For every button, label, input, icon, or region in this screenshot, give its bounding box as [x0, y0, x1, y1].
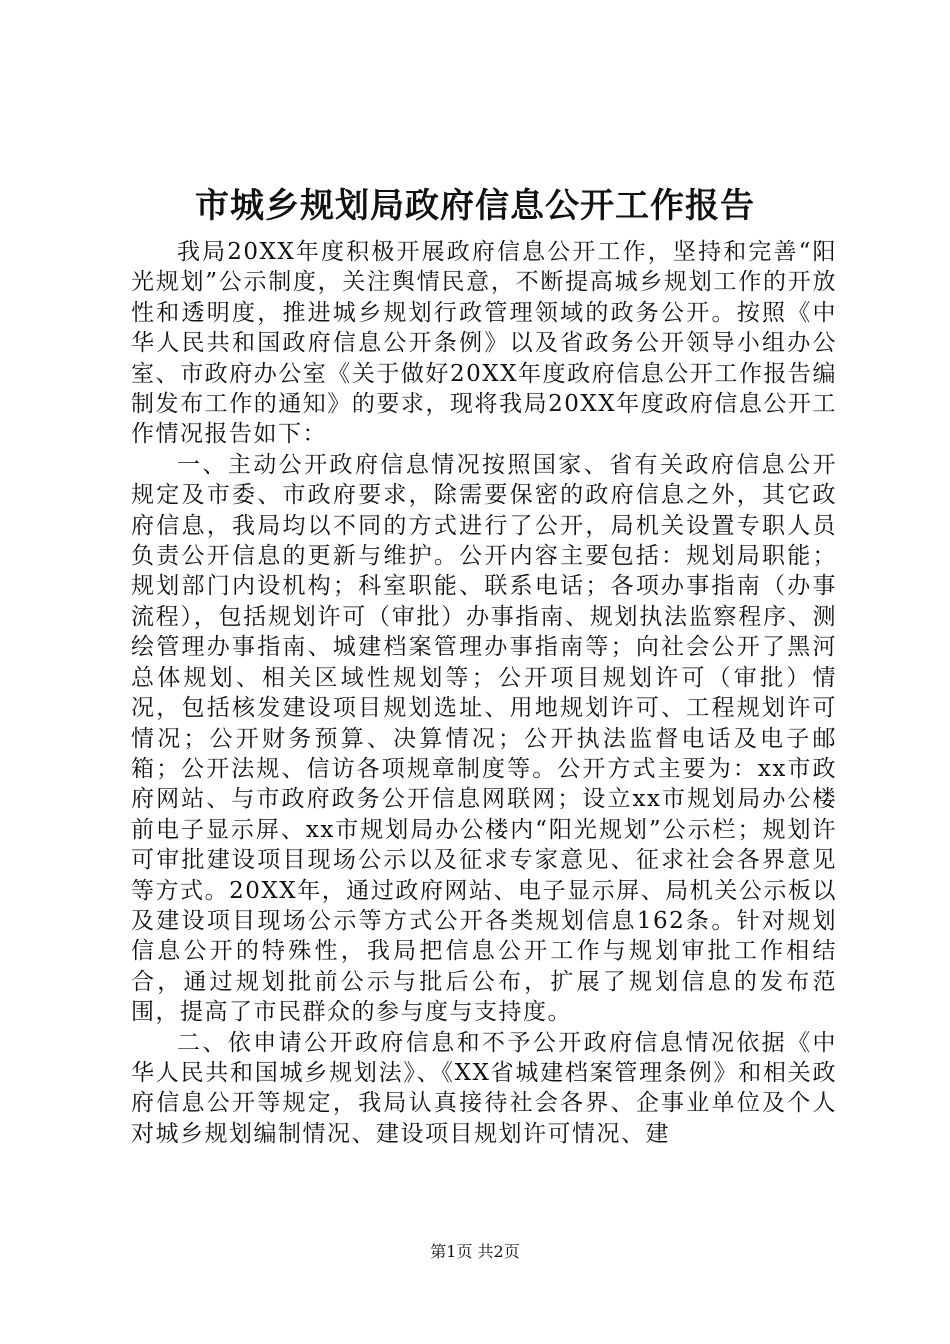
paragraph-intro: 我局20XX年度积极开展政府信息公开工作，坚持和完善“阳光规划”公示制度，关注舆情民意，不断提高城乡规划工作的开放性和透明度，推进城乡规划行政管理领域的政务公开。按照《中华人民共和国政府信息公开条例》以及省政务公开领导小组办公室、市政府办公室《关于做好20XX年度政府信息公开工作报告编制发布工作的通知》的要求，现将我局20XX年度政府信息公开工作情况报告如下： — [131, 239, 837, 448]
document-body — [131, 237, 837, 1149]
paragraph-section-1: 一、主动公开政府信息情况按照国家、省有关政府信息公开规定及市委、市政府要求，除需要保密的政府信息之外，其它政府信息，我局均以不同的方式进行了公开，局机关设置专职人员负责公开信息的更新与维护。公开内容主要包括：规划局职能；规划部门内设机构；科室职能、联系电话；各项办事指南（办事流程），包括规划许可（审批）办事指南、规划执法监察程序、测绘管理办事指南、城建档案管理办事指南等；向社会公开了黑河总体规划、相关区域性规划等；公开项目规划许可（审批）情况，包括核发建设项目规划选址、用地规划许可、工程规划许可情况；公开财务预算、决算情况；公开执法监督电话及电子邮箱；公开法规、信访各项规章制度等。公开方式主要为：xx市政府网站、与市政府政务公开信息网联网；设立xx市规划局办公楼前电子显示屏、xx市规划局办公楼内“阳光规划”公示栏；规划许可审批建设项目现场公示以及征求专家意见、征求社会各界意见等方式。20XX年，通过政府网站、电子显示屏、局机关公示板以及建设项目现场公示等方式公开各类规划信息162条。针对规划信息公开的特殊性，我局把信息公开工作与规划审批工作相结合，通过规划批前公示与批后公布，扩展了规划信息的发布范围，提高了市民群众的参与度与支持度。 — [131, 451, 837, 1026]
page-footer: 第1页 共2页 — [430, 1242, 520, 1261]
paragraph-section-2: 二、依申请公开政府信息和不予公开政府信息情况依据《中华人民共和国城乡规划法》、《XX省城建档案管理条例》和相关政府信息公开等规定，我局认真接待社会各界、企事业单位及个人对城乡规划编制情况、建设项目规划许可情况、建 — [131, 1029, 837, 1147]
document-title: 市城乡规划局政府信息公开工作报告 — [195, 186, 755, 226]
